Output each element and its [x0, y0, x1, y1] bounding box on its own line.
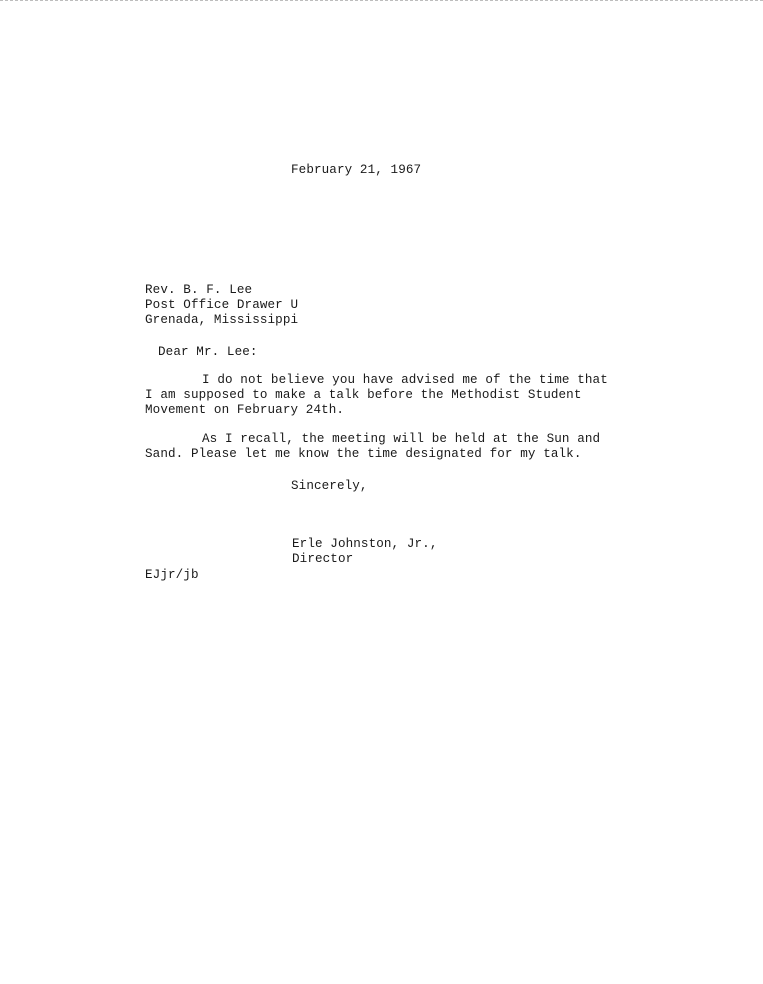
signature-name: Erle Johnston, Jr., — [292, 537, 438, 551]
letter-date: February 21, 1967 — [291, 163, 422, 177]
paragraph1-line2: I am supposed to make a talk before the Methodist Student — [145, 388, 582, 402]
closing: Sincerely, — [291, 479, 368, 493]
paragraph1-line1: I do not believe you have advised me of the time that — [202, 373, 608, 387]
recipient-address-line2: Grenada, Mississippi — [145, 313, 299, 327]
paragraph2-line2: Sand. Please let me know the time designated for my talk. — [145, 447, 582, 461]
page-top-edge — [0, 0, 763, 1]
reference-initials: EJjr/jb — [145, 568, 199, 582]
paragraph1-line3: Movement on February 24th. — [145, 403, 345, 417]
recipient-name: Rev. B. F. Lee — [145, 283, 253, 297]
recipient-address-line1: Post Office Drawer U — [145, 298, 299, 312]
salutation: Dear Mr. Lee: — [158, 345, 258, 359]
paragraph2-line1: As I recall, the meeting will be held at the Sun and — [202, 432, 601, 446]
signature-title: Director — [292, 552, 354, 566]
